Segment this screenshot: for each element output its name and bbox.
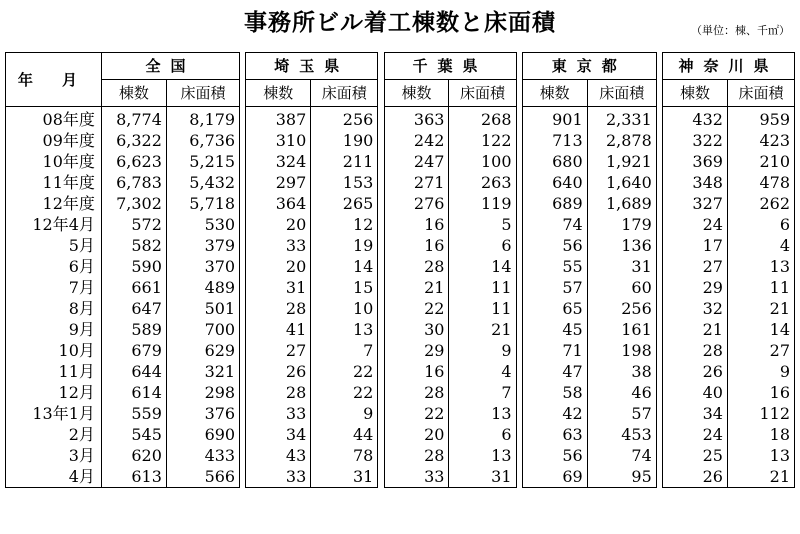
header-floor-area: 床面積 — [449, 80, 516, 107]
cell-count: 27 — [662, 256, 727, 277]
cell-count: 40 — [662, 382, 727, 403]
cell-floor-area: 11 — [449, 298, 516, 319]
cell-floor-area: 60 — [587, 277, 656, 298]
cell-count: 680 — [522, 151, 587, 172]
cell-count: 324 — [246, 151, 311, 172]
cell-count: 689 — [522, 193, 587, 214]
cell-count: 33 — [246, 466, 311, 488]
cell-count: 28 — [384, 382, 449, 403]
row-label: 5月 — [6, 235, 102, 256]
cell-count: 8,774 — [101, 107, 166, 131]
cell-count: 43 — [246, 445, 311, 466]
cell-floor-area: 198 — [587, 340, 656, 361]
header-row-prefectures — [6, 53, 795, 80]
row-label: 09年度 — [6, 130, 102, 151]
header-count: 棟数 — [101, 80, 166, 107]
cell-floor-area: 9 — [311, 403, 378, 424]
cell-floor-area: 19 — [311, 235, 378, 256]
cell-count: 34 — [662, 403, 727, 424]
cell-count: 16 — [384, 214, 449, 235]
cell-floor-area: 256 — [587, 298, 656, 319]
cell-floor-area: 119 — [449, 193, 516, 214]
cell-count: 29 — [662, 277, 727, 298]
cell-floor-area: 210 — [727, 151, 794, 172]
cell-floor-area: 5,432 — [166, 172, 239, 193]
cell-count: 242 — [384, 130, 449, 151]
cell-floor-area: 22 — [311, 361, 378, 382]
cell-floor-area: 21 — [449, 319, 516, 340]
cell-floor-area: 453 — [587, 424, 656, 445]
cell-floor-area: 256 — [311, 107, 378, 131]
cell-floor-area: 690 — [166, 424, 239, 445]
cell-floor-area: 31 — [311, 466, 378, 488]
cell-count: 348 — [662, 172, 727, 193]
cell-floor-area: 18 — [727, 424, 794, 445]
cell-count: 20 — [246, 256, 311, 277]
data-table — [5, 52, 795, 488]
row-label: 12年4月 — [6, 214, 102, 235]
cell-count: 57 — [522, 277, 587, 298]
cell-floor-area: 6 — [449, 424, 516, 445]
header-row-sub — [6, 80, 795, 107]
cell-count: 901 — [522, 107, 587, 131]
cell-count: 620 — [101, 445, 166, 466]
row-label: 12月 — [6, 382, 102, 403]
table-row — [6, 256, 795, 277]
cell-floor-area: 14 — [727, 319, 794, 340]
cell-floor-area: 7 — [449, 382, 516, 403]
row-label: 3月 — [6, 445, 102, 466]
cell-floor-area: 501 — [166, 298, 239, 319]
cell-floor-area: 370 — [166, 256, 239, 277]
cell-count: 33 — [246, 403, 311, 424]
cell-floor-area: 31 — [587, 256, 656, 277]
cell-count: 28 — [384, 445, 449, 466]
cell-count: 41 — [246, 319, 311, 340]
cell-count: 432 — [662, 107, 727, 131]
table-row — [6, 361, 795, 382]
cell-count: 247 — [384, 151, 449, 172]
cell-floor-area: 629 — [166, 340, 239, 361]
cell-floor-area: 11 — [449, 277, 516, 298]
cell-floor-area: 21 — [727, 298, 794, 319]
cell-count: 65 — [522, 298, 587, 319]
table-row — [6, 193, 795, 214]
cell-floor-area: 12 — [311, 214, 378, 235]
cell-count: 56 — [522, 445, 587, 466]
cell-floor-area: 530 — [166, 214, 239, 235]
cell-floor-area: 13 — [449, 403, 516, 424]
row-label: 9月 — [6, 319, 102, 340]
cell-count: 271 — [384, 172, 449, 193]
cell-count: 32 — [662, 298, 727, 319]
cell-floor-area: 100 — [449, 151, 516, 172]
cell-count: 29 — [384, 340, 449, 361]
header-prefecture: 全国 — [101, 53, 239, 80]
cell-count: 310 — [246, 130, 311, 151]
table-row — [6, 403, 795, 424]
cell-floor-area: 14 — [449, 256, 516, 277]
cell-count: 572 — [101, 214, 166, 235]
cell-count: 590 — [101, 256, 166, 277]
cell-count: 33 — [384, 466, 449, 488]
cell-floor-area: 153 — [311, 172, 378, 193]
cell-count: 20 — [384, 424, 449, 445]
cell-floor-area: 5,718 — [166, 193, 239, 214]
cell-floor-area: 700 — [166, 319, 239, 340]
cell-floor-area: 959 — [727, 107, 794, 131]
cell-floor-area: 27 — [727, 340, 794, 361]
cell-count: 647 — [101, 298, 166, 319]
cell-floor-area: 6,736 — [166, 130, 239, 151]
unit-note: （単位：棟、千㎡） — [691, 24, 790, 37]
cell-floor-area: 161 — [587, 319, 656, 340]
cell-count: 582 — [101, 235, 166, 256]
cell-floor-area: 122 — [449, 130, 516, 151]
cell-count: 24 — [662, 214, 727, 235]
row-label: 13年1月 — [6, 403, 102, 424]
cell-count: 21 — [384, 277, 449, 298]
cell-count: 322 — [662, 130, 727, 151]
cell-count: 6,623 — [101, 151, 166, 172]
cell-floor-area: 5 — [449, 214, 516, 235]
cell-floor-area: 263 — [449, 172, 516, 193]
cell-count: 71 — [522, 340, 587, 361]
cell-floor-area: 423 — [727, 130, 794, 151]
cell-floor-area: 13 — [449, 445, 516, 466]
cell-floor-area: 1,640 — [587, 172, 656, 193]
table-row — [6, 466, 795, 488]
table-row — [6, 151, 795, 172]
cell-count: 24 — [662, 424, 727, 445]
cell-count: 63 — [522, 424, 587, 445]
page-title: 事務所ビル着工棟数と床面積 — [244, 10, 556, 36]
cell-count: 614 — [101, 382, 166, 403]
table-row — [6, 130, 795, 151]
cell-floor-area: 5,215 — [166, 151, 239, 172]
cell-count: 21 — [662, 319, 727, 340]
cell-count: 613 — [101, 466, 166, 488]
cell-floor-area: 22 — [311, 382, 378, 403]
cell-floor-area: 1,921 — [587, 151, 656, 172]
cell-count: 28 — [246, 298, 311, 319]
cell-count: 22 — [384, 403, 449, 424]
cell-floor-area: 179 — [587, 214, 656, 235]
cell-floor-area: 265 — [311, 193, 378, 214]
cell-floor-area: 13 — [311, 319, 378, 340]
cell-floor-area: 136 — [587, 235, 656, 256]
cell-count: 679 — [101, 340, 166, 361]
table-row — [6, 424, 795, 445]
header-floor-area: 床面積 — [166, 80, 239, 107]
header-floor-area: 床面積 — [587, 80, 656, 107]
cell-count: 31 — [246, 277, 311, 298]
cell-count: 26 — [662, 361, 727, 382]
cell-count: 34 — [246, 424, 311, 445]
cell-floor-area: 268 — [449, 107, 516, 131]
table-row — [6, 235, 795, 256]
cell-floor-area: 379 — [166, 235, 239, 256]
cell-count: 16 — [384, 361, 449, 382]
cell-count: 6,322 — [101, 130, 166, 151]
cell-floor-area: 15 — [311, 277, 378, 298]
header-count: 棟数 — [246, 80, 311, 107]
cell-count: 33 — [246, 235, 311, 256]
cell-count: 545 — [101, 424, 166, 445]
cell-floor-area: 2,878 — [587, 130, 656, 151]
cell-floor-area: 46 — [587, 382, 656, 403]
header-floor-area: 床面積 — [311, 80, 378, 107]
table-row — [6, 445, 795, 466]
cell-count: 276 — [384, 193, 449, 214]
cell-floor-area: 376 — [166, 403, 239, 424]
cell-floor-area: 489 — [166, 277, 239, 298]
cell-count: 327 — [662, 193, 727, 214]
header-year-month: 年 月 — [6, 53, 102, 107]
header-prefecture: 千葉県 — [384, 53, 516, 80]
cell-floor-area: 57 — [587, 403, 656, 424]
cell-count: 713 — [522, 130, 587, 151]
cell-count: 28 — [384, 256, 449, 277]
cell-count: 55 — [522, 256, 587, 277]
cell-count: 640 — [522, 172, 587, 193]
cell-count: 27 — [246, 340, 311, 361]
cell-floor-area: 31 — [449, 466, 516, 488]
cell-count: 69 — [522, 466, 587, 488]
cell-count: 387 — [246, 107, 311, 131]
cell-count: 363 — [384, 107, 449, 131]
header-floor-area: 床面積 — [727, 80, 794, 107]
row-label: 11年度 — [6, 172, 102, 193]
cell-floor-area: 8,179 — [166, 107, 239, 131]
cell-count: 369 — [662, 151, 727, 172]
cell-floor-area: 478 — [727, 172, 794, 193]
cell-count: 28 — [246, 382, 311, 403]
cell-floor-area: 10 — [311, 298, 378, 319]
cell-floor-area: 9 — [449, 340, 516, 361]
cell-count: 364 — [246, 193, 311, 214]
row-label: 4月 — [6, 466, 102, 488]
cell-floor-area: 38 — [587, 361, 656, 382]
cell-floor-area: 13 — [727, 445, 794, 466]
cell-count: 7,302 — [101, 193, 166, 214]
cell-count: 30 — [384, 319, 449, 340]
cell-floor-area: 13 — [727, 256, 794, 277]
table-row — [6, 214, 795, 235]
table-row — [6, 382, 795, 403]
table-row — [6, 172, 795, 193]
cell-count: 22 — [384, 298, 449, 319]
cell-floor-area: 21 — [727, 466, 794, 488]
cell-floor-area: 566 — [166, 466, 239, 488]
cell-floor-area: 9 — [727, 361, 794, 382]
row-label: 7月 — [6, 277, 102, 298]
cell-count: 42 — [522, 403, 587, 424]
cell-floor-area: 1,689 — [587, 193, 656, 214]
header-prefecture: 神奈川県 — [662, 53, 794, 80]
row-label: 2月 — [6, 424, 102, 445]
cell-count: 6,783 — [101, 172, 166, 193]
cell-count: 661 — [101, 277, 166, 298]
header-count: 棟数 — [384, 80, 449, 107]
row-label: 6月 — [6, 256, 102, 277]
table-row — [6, 298, 795, 319]
row-label: 11月 — [6, 361, 102, 382]
cell-count: 45 — [522, 319, 587, 340]
header-count: 棟数 — [662, 80, 727, 107]
row-label: 12年度 — [6, 193, 102, 214]
cell-count: 644 — [101, 361, 166, 382]
cell-count: 74 — [522, 214, 587, 235]
cell-count: 20 — [246, 214, 311, 235]
table-row — [6, 340, 795, 361]
cell-floor-area: 4 — [449, 361, 516, 382]
cell-floor-area: 44 — [311, 424, 378, 445]
cell-floor-area: 2,331 — [587, 107, 656, 131]
cell-count: 25 — [662, 445, 727, 466]
cell-floor-area: 190 — [311, 130, 378, 151]
cell-floor-area: 7 — [311, 340, 378, 361]
cell-floor-area: 211 — [311, 151, 378, 172]
cell-count: 56 — [522, 235, 587, 256]
cell-count: 58 — [522, 382, 587, 403]
cell-floor-area: 95 — [587, 466, 656, 488]
cell-count: 16 — [384, 235, 449, 256]
cell-count: 28 — [662, 340, 727, 361]
cell-floor-area: 433 — [166, 445, 239, 466]
cell-count: 26 — [246, 361, 311, 382]
cell-floor-area: 11 — [727, 277, 794, 298]
cell-count: 297 — [246, 172, 311, 193]
cell-floor-area: 321 — [166, 361, 239, 382]
table-row — [6, 277, 795, 298]
cell-count: 26 — [662, 466, 727, 488]
cell-floor-area: 6 — [449, 235, 516, 256]
cell-count: 559 — [101, 403, 166, 424]
cell-floor-area: 112 — [727, 403, 794, 424]
row-label: 08年度 — [6, 107, 102, 131]
table-row — [6, 107, 795, 131]
header-prefecture: 埼玉県 — [246, 53, 378, 80]
row-label: 10年度 — [6, 151, 102, 172]
row-label: 10月 — [6, 340, 102, 361]
cell-floor-area: 262 — [727, 193, 794, 214]
cell-count: 17 — [662, 235, 727, 256]
cell-count: 47 — [522, 361, 587, 382]
cell-floor-area: 4 — [727, 235, 794, 256]
cell-floor-area: 6 — [727, 214, 794, 235]
cell-count: 589 — [101, 319, 166, 340]
cell-floor-area: 298 — [166, 382, 239, 403]
header-prefecture: 東京都 — [522, 53, 656, 80]
table-row — [6, 319, 795, 340]
cell-floor-area: 14 — [311, 256, 378, 277]
cell-floor-area: 78 — [311, 445, 378, 466]
cell-floor-area: 16 — [727, 382, 794, 403]
cell-floor-area: 74 — [587, 445, 656, 466]
row-label: 8月 — [6, 298, 102, 319]
header-count: 棟数 — [522, 80, 587, 107]
